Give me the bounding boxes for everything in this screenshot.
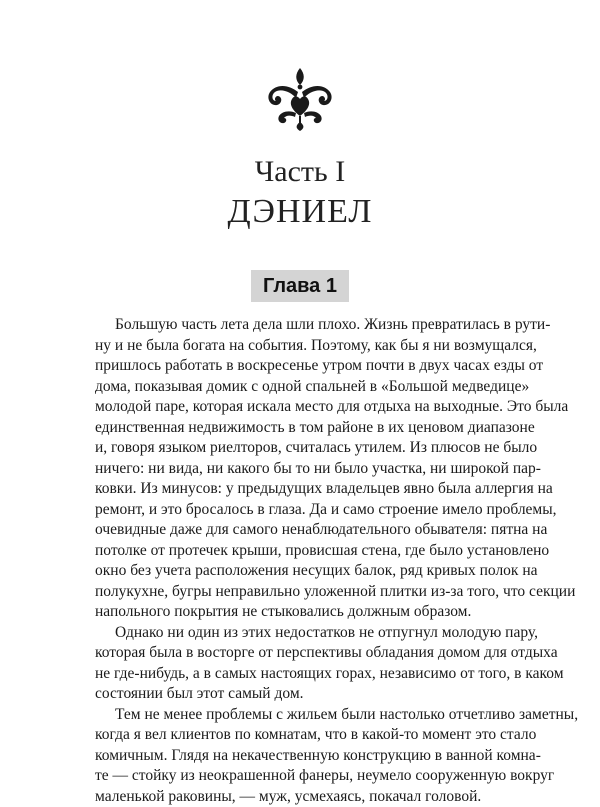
text-line: состоянии был этот самый дом.	[95, 684, 505, 705]
text-line: дома, показывая домик с одной спальней в «Большой медведице»	[95, 377, 505, 398]
text-line: молодой паре, которая искала место для отдыха на выходные. Это была	[95, 397, 505, 418]
text-line: очевидные даже для самого ненаблюдательного обывателя: пятна на	[95, 520, 505, 541]
chapter-heading: Глава 1	[251, 270, 349, 302]
text-line: и, говоря языком риелторов, считалась утилем. Из плюсов не было	[95, 438, 505, 459]
paragraph	[95, 623, 505, 705]
part-title: Часть I	[0, 154, 600, 190]
paragraph	[95, 315, 505, 623]
text-line: ничего: ни вида, ни какого бы то ни было участка, ни широкой пар-	[95, 459, 505, 480]
text-line: комичным. Глядя на некачественную конструкцию в ванной комна-	[95, 746, 505, 767]
text-line: полукухне, бугры неправильно уложенной плитки из-за того, что секции	[95, 582, 505, 603]
text-line: те — стойку из неокрашенной фанеры, неумело сооруженную вокруг	[95, 766, 505, 787]
text-line: Большую часть лета дела шли плохо. Жизнь превратилась в рути-	[95, 315, 505, 336]
text-line: напольного покрытия не стыковались должным образом.	[95, 602, 505, 623]
text-line: не где-нибудь, а в самых настоящих горах, независимо от того, в каком	[95, 664, 505, 685]
text-line: которая была в восторге от перспективы обладания домом для отдыха	[95, 643, 505, 664]
part-name: ДЭНИЕЛ	[0, 192, 600, 232]
text-line: когда я вел клиентов по комнатам, что в какой-то момент это стало	[95, 725, 505, 746]
paragraph	[95, 705, 505, 807]
text-line: потолке от протечек крыши, провисшая стена, где было установлено	[95, 541, 505, 562]
text-line: Тем не менее проблемы с жильем были настолько отчетливо заметны,	[95, 705, 505, 726]
text-line: окно без учета расположения несущих балок, ряд кривых полок на	[95, 561, 505, 582]
text-line: пришлось работать в воскресенье утром почти в двух часах езды от	[95, 356, 505, 377]
text-line: Однако ни один из этих недостатков не отпугнул молодую пару,	[95, 623, 505, 644]
text-line: ковки. Из минусов: у предыдущих владельцев явно была аллергия на	[95, 479, 505, 500]
floral-ornament-icon	[262, 66, 338, 132]
text-line: ну и не была богата на события. Поэтому, как бы я ни возмущался,	[95, 336, 505, 357]
chapter-body	[95, 315, 505, 807]
text-line: маленькой раковины, — муж, усмехаясь, покачал головой.	[95, 787, 505, 807]
text-line: единственная недвижимость в том районе в их ценовом диапазоне	[95, 418, 505, 439]
text-line: ремонт, и это бросалось в глаза. Да и само строение имело проблемы,	[95, 500, 505, 521]
